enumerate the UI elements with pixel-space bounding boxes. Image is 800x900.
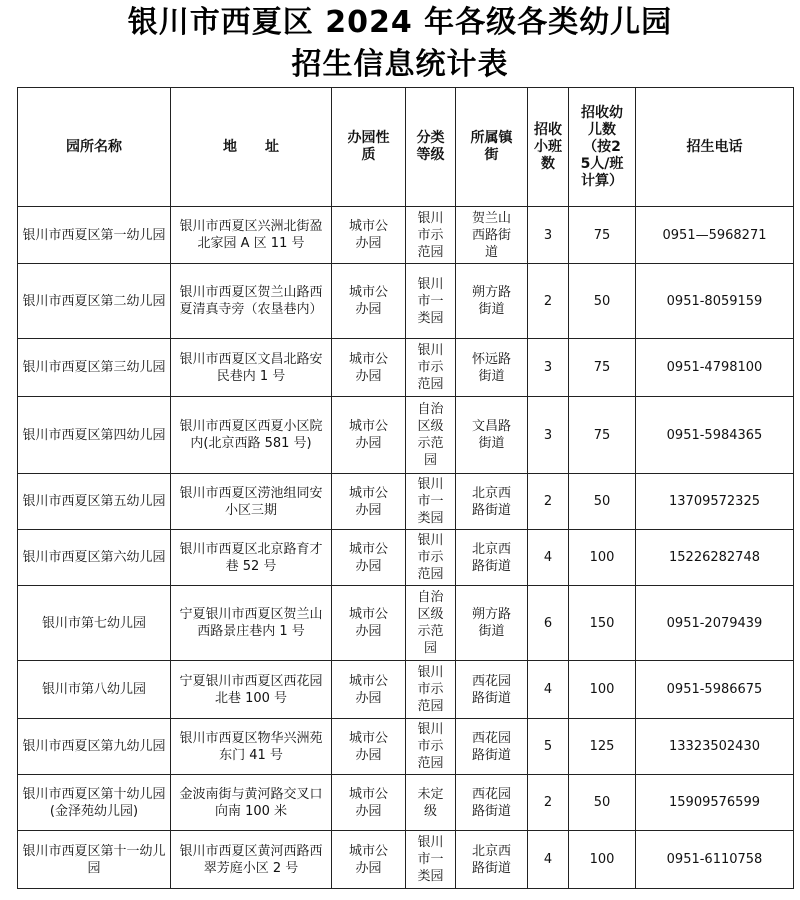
cell-town: 北京西路街道 — [456, 831, 528, 889]
cell-name: 银川市西夏区第五幼儿园 — [18, 474, 171, 530]
cell-nature: 城市公办园 — [332, 207, 406, 264]
cell-address: 银川市西夏区黄河西路西翠芳庭小区 2 号 — [171, 831, 332, 889]
cell-grade: 银川市示范园 — [406, 339, 456, 397]
cell-address: 宁夏银川市西夏区贺兰山西路景庄巷内 1 号 — [171, 586, 332, 661]
table-row — [18, 530, 794, 586]
cell-phone: 13323502430 — [636, 719, 794, 775]
table-body — [18, 207, 794, 889]
cell-nature: 城市公办园 — [332, 474, 406, 530]
cell-town: 北京西路街道 — [456, 474, 528, 530]
cell-address: 银川市西夏区兴洲北街盈北家园 A 区 11 号 — [171, 207, 332, 264]
table-row — [18, 339, 794, 397]
cell-town: 贺兰山西路街道 — [456, 207, 528, 264]
cell-town: 朔方路街道 — [456, 586, 528, 661]
cell-name: 银川市西夏区第一幼儿园 — [18, 207, 171, 264]
cell-classes: 4 — [528, 831, 569, 889]
cell-children: 100 — [569, 661, 636, 719]
document-title: 银川市西夏区 2024 年各级各类幼儿园 — [127, 5, 673, 40]
cell-classes: 2 — [528, 474, 569, 530]
cell-grade: 自治区级示范园 — [406, 397, 456, 474]
cell-classes: 4 — [528, 530, 569, 586]
cell-phone: 15909576599 — [636, 775, 794, 831]
cell-classes: 6 — [528, 586, 569, 661]
header-phone: 招生电话 — [636, 88, 794, 207]
cell-nature: 城市公办园 — [332, 339, 406, 397]
table-row — [18, 775, 794, 831]
cell-children: 50 — [569, 264, 636, 339]
table-row — [18, 397, 794, 474]
cell-grade: 银川市一类园 — [406, 264, 456, 339]
cell-name: 银川市西夏区第四幼儿园 — [18, 397, 171, 474]
cell-town: 文昌路街道 — [456, 397, 528, 474]
cell-address: 银川市西夏区西夏小区院内(北京西路 581 号) — [171, 397, 332, 474]
cell-classes: 2 — [528, 264, 569, 339]
header-address: 地 址 — [171, 88, 332, 207]
header-grade: 分类等级 — [406, 88, 456, 207]
enrollment-table — [17, 87, 794, 889]
cell-phone: 15226282748 — [636, 530, 794, 586]
cell-nature: 城市公办园 — [332, 586, 406, 661]
table-row — [18, 264, 794, 339]
cell-phone: 0951-2079439 — [636, 586, 794, 661]
table-row — [18, 719, 794, 775]
table-row — [18, 207, 794, 264]
table-row — [18, 474, 794, 530]
cell-address: 银川市西夏区北京路育才巷 52 号 — [171, 530, 332, 586]
header-town: 所属镇街 — [456, 88, 528, 207]
cell-address: 银川市西夏区文昌北路安民巷内 1 号 — [171, 339, 332, 397]
cell-phone: 0951-5984365 — [636, 397, 794, 474]
cell-phone: 0951-8059159 — [636, 264, 794, 339]
cell-phone: 0951—5968271 — [636, 207, 794, 264]
cell-nature: 城市公办园 — [332, 530, 406, 586]
cell-address: 银川市西夏区贺兰山路西夏清真寺旁（农垦巷内） — [171, 264, 332, 339]
cell-phone: 13709572325 — [636, 474, 794, 530]
cell-classes: 5 — [528, 719, 569, 775]
cell-nature: 城市公办园 — [332, 719, 406, 775]
cell-grade: 银川市示范园 — [406, 661, 456, 719]
cell-nature: 城市公办园 — [332, 264, 406, 339]
cell-name: 银川市西夏区第十幼儿园(金泽苑幼儿园) — [18, 775, 171, 831]
cell-children: 75 — [569, 339, 636, 397]
cell-grade: 自治区级示范园 — [406, 586, 456, 661]
cell-classes: 4 — [528, 661, 569, 719]
cell-children: 75 — [569, 207, 636, 264]
cell-town: 北京西路街道 — [456, 530, 528, 586]
cell-children: 150 — [569, 586, 636, 661]
cell-name: 银川市西夏区第九幼儿园 — [18, 719, 171, 775]
cell-nature: 城市公办园 — [332, 775, 406, 831]
cell-phone: 0951-5986675 — [636, 661, 794, 719]
cell-classes: 2 — [528, 775, 569, 831]
cell-address: 银川市西夏区物华兴洲苑东门 41 号 — [171, 719, 332, 775]
cell-town: 西花园路街道 — [456, 775, 528, 831]
header-name: 园所名称 — [18, 88, 171, 207]
cell-grade: 未定级 — [406, 775, 456, 831]
cell-address: 宁夏银川市西夏区西花园北巷 100 号 — [171, 661, 332, 719]
cell-address: 金波南街与黄河路交叉口向南 100 米 — [171, 775, 332, 831]
cell-name: 银川市西夏区第三幼儿园 — [18, 339, 171, 397]
cell-children: 75 — [569, 397, 636, 474]
table-row — [18, 661, 794, 719]
cell-grade: 银川市一类园 — [406, 474, 456, 530]
document-subtitle: 招生信息统计表 — [291, 47, 509, 82]
cell-nature: 城市公办园 — [332, 661, 406, 719]
cell-name: 银川市西夏区第二幼儿园 — [18, 264, 171, 339]
header-children: 招收幼儿数（按25人/班计算） — [569, 88, 636, 207]
header-nature: 办园性质 — [332, 88, 406, 207]
cell-children: 100 — [569, 530, 636, 586]
cell-town: 西花园路街道 — [456, 719, 528, 775]
cell-town: 朔方路街道 — [456, 264, 528, 339]
cell-name: 银川市第七幼儿园 — [18, 586, 171, 661]
table-header-row — [18, 88, 794, 207]
table-row — [18, 831, 794, 889]
cell-classes: 3 — [528, 397, 569, 474]
cell-classes: 3 — [528, 207, 569, 264]
table-row — [18, 586, 794, 661]
cell-grade: 银川市一类园 — [406, 831, 456, 889]
cell-children: 50 — [569, 775, 636, 831]
cell-grade: 银川市示范园 — [406, 530, 456, 586]
cell-address: 银川市西夏区涝池组同安小区三期 — [171, 474, 332, 530]
cell-classes: 3 — [528, 339, 569, 397]
cell-town: 怀远路街道 — [456, 339, 528, 397]
cell-name: 银川市第八幼儿园 — [18, 661, 171, 719]
cell-children: 50 — [569, 474, 636, 530]
cell-grade: 银川市示范园 — [406, 719, 456, 775]
cell-nature: 城市公办园 — [332, 831, 406, 889]
cell-phone: 0951-6110758 — [636, 831, 794, 889]
cell-town: 西花园路街道 — [456, 661, 528, 719]
cell-name: 银川市西夏区第十一幼儿园 — [18, 831, 171, 889]
cell-phone: 0951-4798100 — [636, 339, 794, 397]
cell-name: 银川市西夏区第六幼儿园 — [18, 530, 171, 586]
cell-grade: 银川市示范园 — [406, 207, 456, 264]
cell-nature: 城市公办园 — [332, 397, 406, 474]
header-classes: 招收小班数 — [528, 88, 569, 207]
cell-children: 125 — [569, 719, 636, 775]
cell-children: 100 — [569, 831, 636, 889]
